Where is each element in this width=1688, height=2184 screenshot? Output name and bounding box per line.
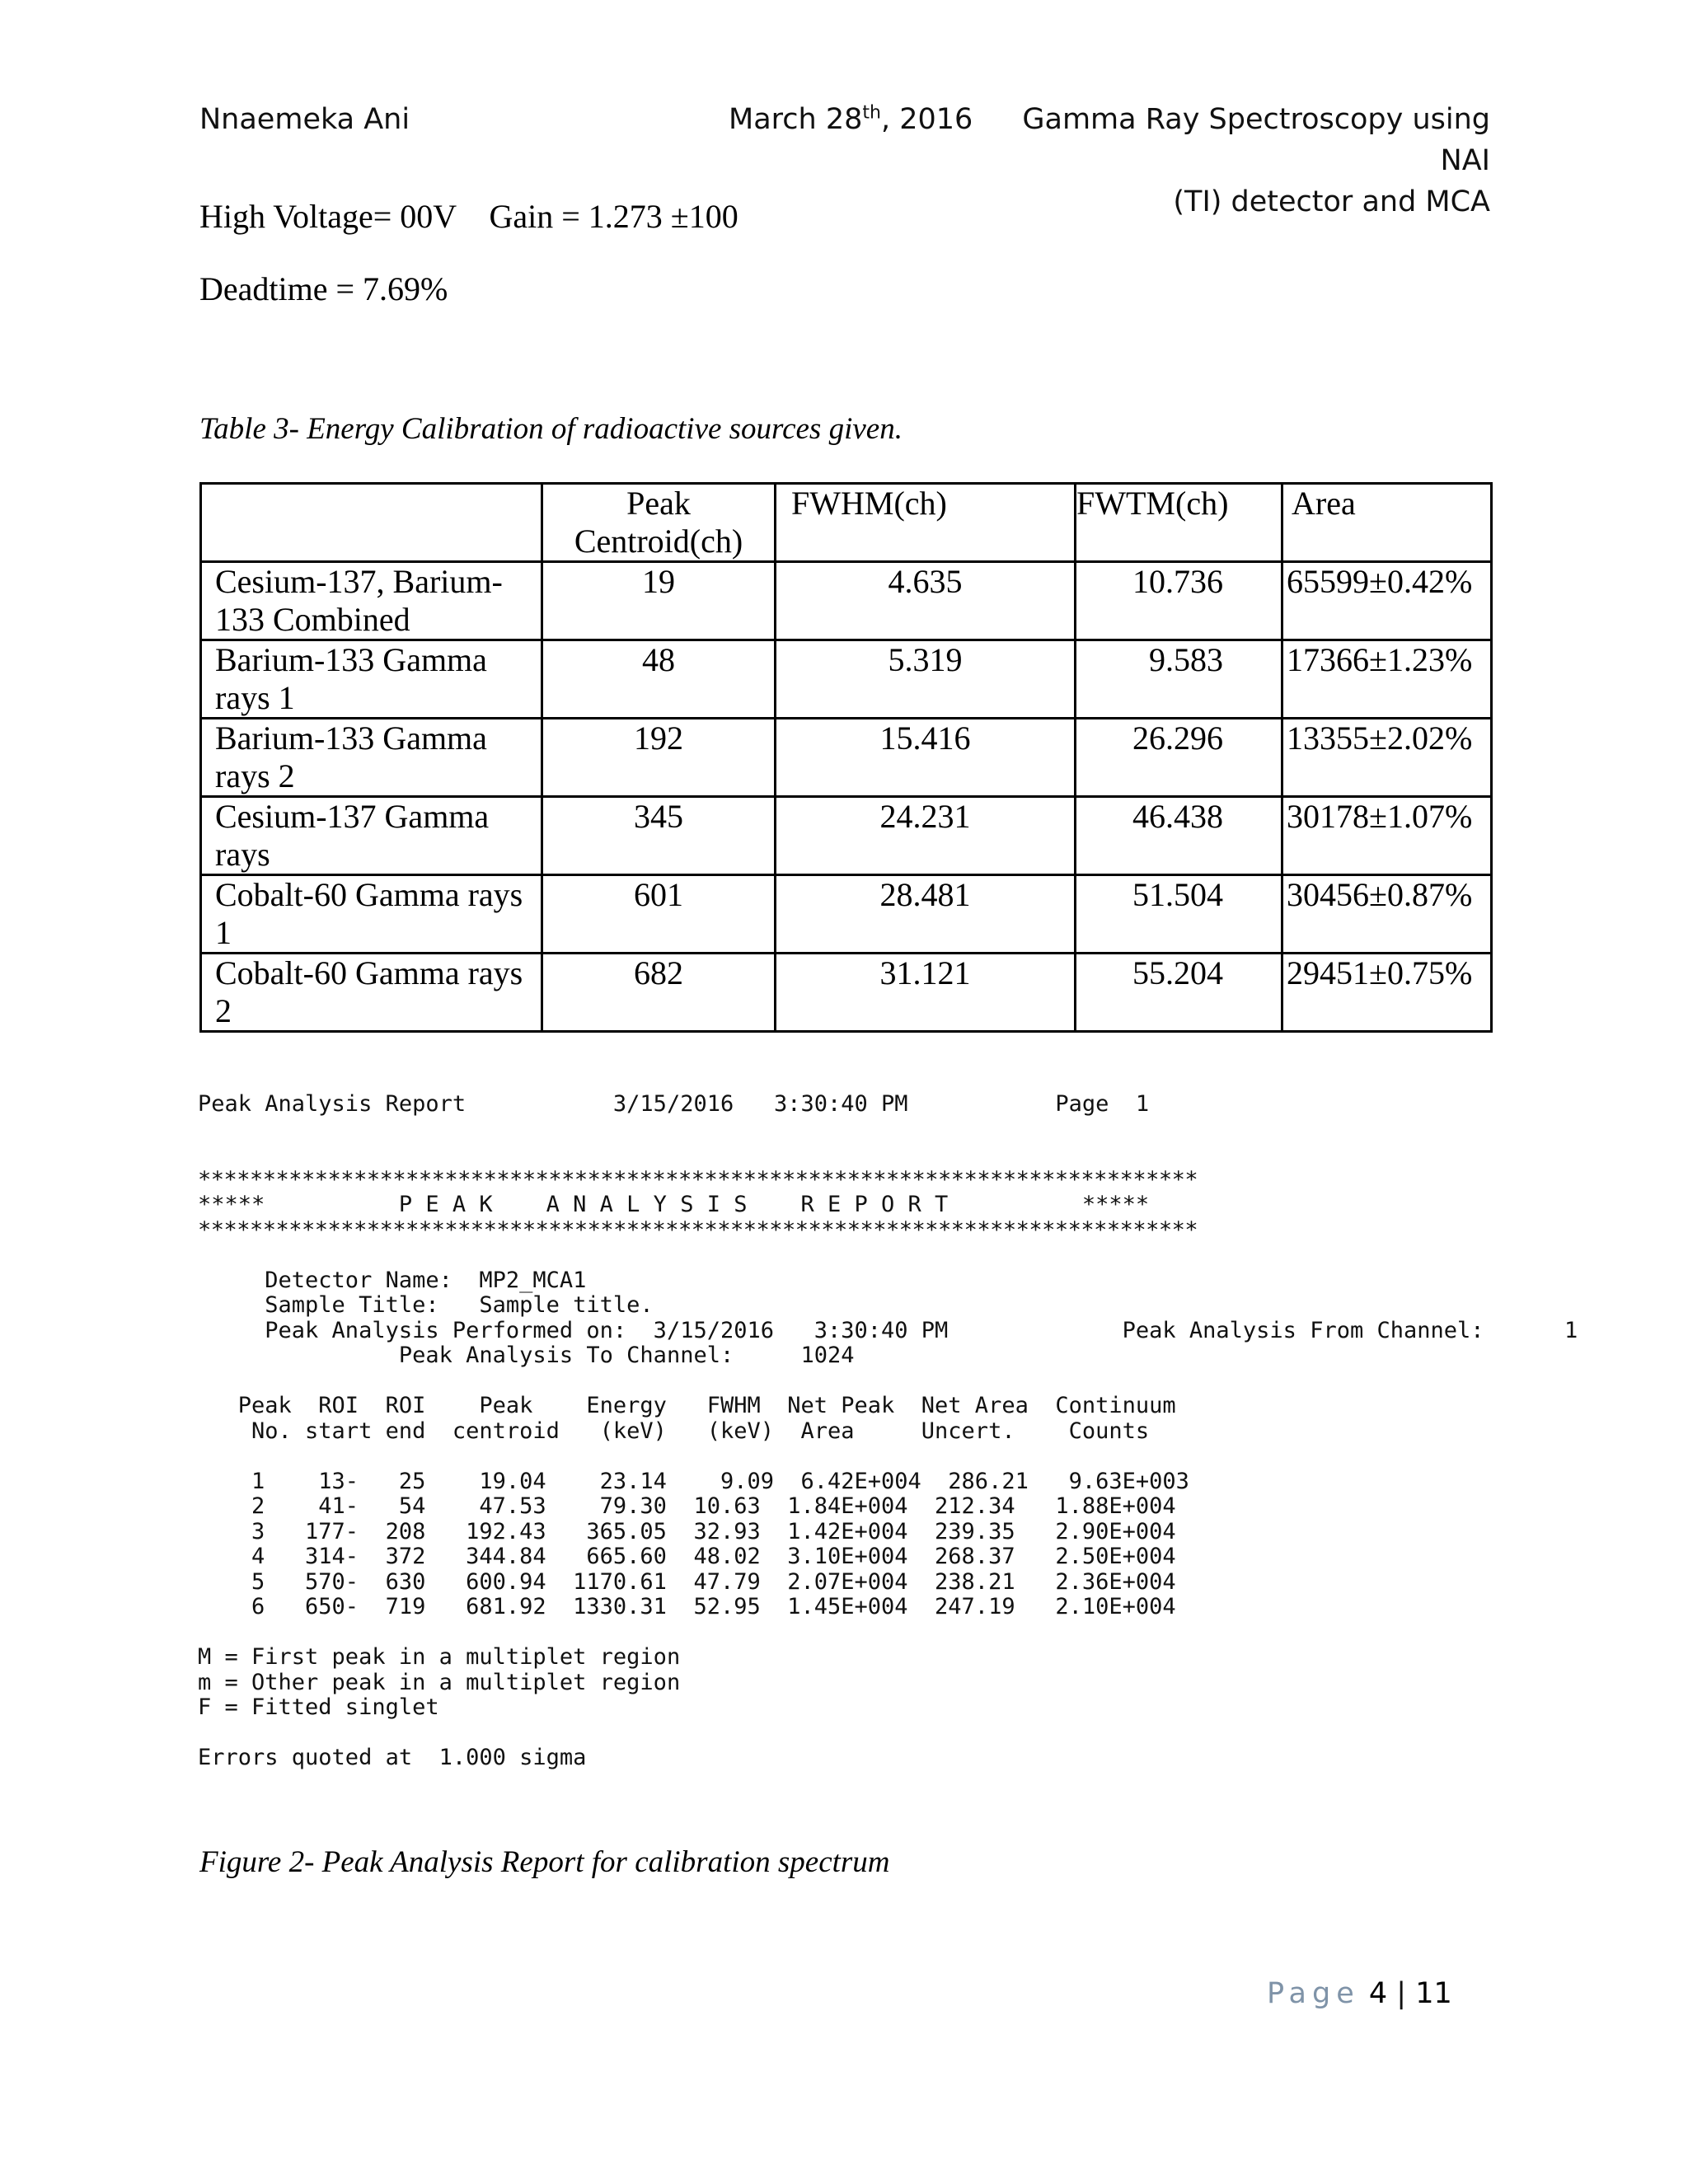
table-header-cell: FWHM(ch) [776,484,1076,562]
report-blank [198,1721,1582,1746]
report-blank [198,1142,1582,1168]
header-date-sup: th [862,102,881,124]
table-cell: Cesium-137, Barium-133 Combined [201,562,542,640]
calibration-table [199,482,1493,1033]
report-legend-line: F = Fitted singlet [198,1694,439,1720]
page-current: 4 [1368,1977,1388,2010]
table-row [201,875,1492,954]
table-cell: 345 [542,797,776,875]
table-header-cell: FWTM(ch) [1076,484,1282,562]
page-total: 11 [1415,1977,1452,2010]
report-row: 5 570- 630 600.94 1170.61 47.79 2.07E+004 238.21 2.36E+004 [198,1568,1176,1595]
figure-caption: Figure 2- Peak Analysis Report for calibration spectrum [199,1845,890,1879]
table-header-cell [201,484,542,562]
table-row [201,797,1492,875]
table-cell: 15.416 [776,719,1076,797]
table-cell: 13355±2.02% [1282,719,1492,797]
table-cell: 30178±1.07% [1282,797,1492,875]
deadtime-line: Deadtime = 7.69% [199,270,448,307]
table-row [201,562,1492,640]
report-column-head-2: No. start end centroid (keV) (keV) Area Uncert. Counts [198,1418,1150,1444]
table-row [201,954,1492,1032]
header-author: Nnaemeka Ani [199,103,410,136]
header-title-line2: (TI) detector and MCA [1173,185,1490,218]
table-caption: Table 3- Energy Calibration of radioactive sources given. [199,412,903,446]
report-row: 4 314- 372 344.84 665.60 48.02 3.10E+004 268.37 2.50E+004 [198,1544,1176,1569]
report-performed-line: Peak Analysis Performed on: 3/15/2016 3:30:40 PM Peak Analysis From Channel: 1 [198,1317,1578,1343]
table-cell: 10.736 [1076,562,1282,640]
table-cell: Cobalt-60 Gamma rays 1 [201,875,542,954]
voltage-gain-line: High Voltage= 00V Gain = 1.273 ±100 [199,198,738,235]
report-stars-bottom: ***************************************************************************** [198,1216,1198,1243]
table-row [201,719,1492,797]
report-blank [198,1620,1582,1646]
table-cell: 29451±0.75% [1282,954,1492,1032]
table-cell: 55.204 [1076,954,1282,1032]
table-cell: 28.481 [776,875,1076,954]
table-cell: Cesium-137 Gamma rays [201,797,542,875]
report-rows [198,1469,1582,1620]
table-header-cell: Area [1282,484,1492,562]
table-cell: 192 [542,719,776,797]
report-blank [198,1444,1582,1469]
report-row: 1 13- 25 19.04 23.14 9.09 6.42E+004 286.21 9.63E+003 [198,1468,1189,1494]
page-separator: | [1396,1977,1407,2010]
table-cell: 65599±0.42% [1282,562,1492,640]
table-header-row [201,484,1492,562]
report-blank [198,1243,1582,1268]
table-cell: Cobalt-60 Gamma rays 2 [201,954,542,1032]
table-row [201,640,1492,719]
report-header-line: Peak Analysis Report 3/15/2016 3:30:40 PM Page 1 [198,1091,1150,1117]
table-cell: 31.121 [776,954,1076,1032]
table-cell: 4.635 [776,562,1076,640]
table-cell: 30456±0.87% [1282,875,1492,954]
report-title-line: ***** P E A K A N A L Y S I S R E P O R T ***** [198,1192,1150,1217]
page-number [1267,1973,1452,2014]
header-date [729,99,973,140]
report-row: 6 650- 719 681.92 1330.31 52.95 1.45E+004 247.19 2.10E+004 [198,1594,1176,1619]
header-title [973,99,1490,223]
table-cell: Barium-133 Gamma rays 1 [201,640,542,719]
table-cell: 51.504 [1076,875,1282,954]
page-word: Page [1267,1977,1360,2010]
table-cell: Barium-133 Gamma rays 2 [201,719,542,797]
table-cell: 682 [542,954,776,1032]
table-cell: 601 [542,875,776,954]
table-cell: 19 [542,562,776,640]
report-blank [198,1369,1582,1394]
report-sample-line: Sample Title: Sample title. [198,1292,654,1318]
report-errors-line: Errors quoted at 1.000 sigma [198,1745,587,1770]
table-header-cell: Peak Centroid(ch) [542,484,776,562]
table-cell: 17366±1.23% [1282,640,1492,719]
report-row: 3 177- 208 192.43 365.05 32.93 1.42E+004 239.35 2.90E+004 [198,1518,1176,1544]
report-blank [198,1118,1582,1143]
header-date-main: March 28 [729,103,863,136]
header-date-year: , 2016 [880,103,973,136]
report-stars-top: ***************************************************************************** [198,1166,1198,1193]
header-title-line1: Gamma Ray Spectroscopy using NAI [1022,103,1490,177]
table-cell: 5.319 [776,640,1076,719]
report-legend [198,1645,1582,1721]
report-legend-line: M = First peak in a multiplet region [198,1644,681,1670]
report-row: 2 41- 54 47.53 79.30 10.63 1.84E+004 212.34 1.88E+004 [198,1493,1176,1519]
table-cell: 46.438 [1076,797,1282,875]
report-to-channel-line: Peak Analysis To Channel: 1024 [198,1343,855,1368]
table-cell: 24.231 [776,797,1076,875]
table-cell: 26.296 [1076,719,1282,797]
table-cell: 48 [542,640,776,719]
peak-analysis-report [198,1092,1582,1817]
report-legend-line: m = Other peak in a multiplet region [198,1669,681,1695]
report-column-head-1: Peak ROI ROI Peak Energy FWHM Net Peak Net Area Continuum [198,1393,1176,1418]
table-cell: 9.583 [1076,640,1282,719]
report-detector-line: Detector Name: MP2_MCA1 [198,1267,587,1293]
